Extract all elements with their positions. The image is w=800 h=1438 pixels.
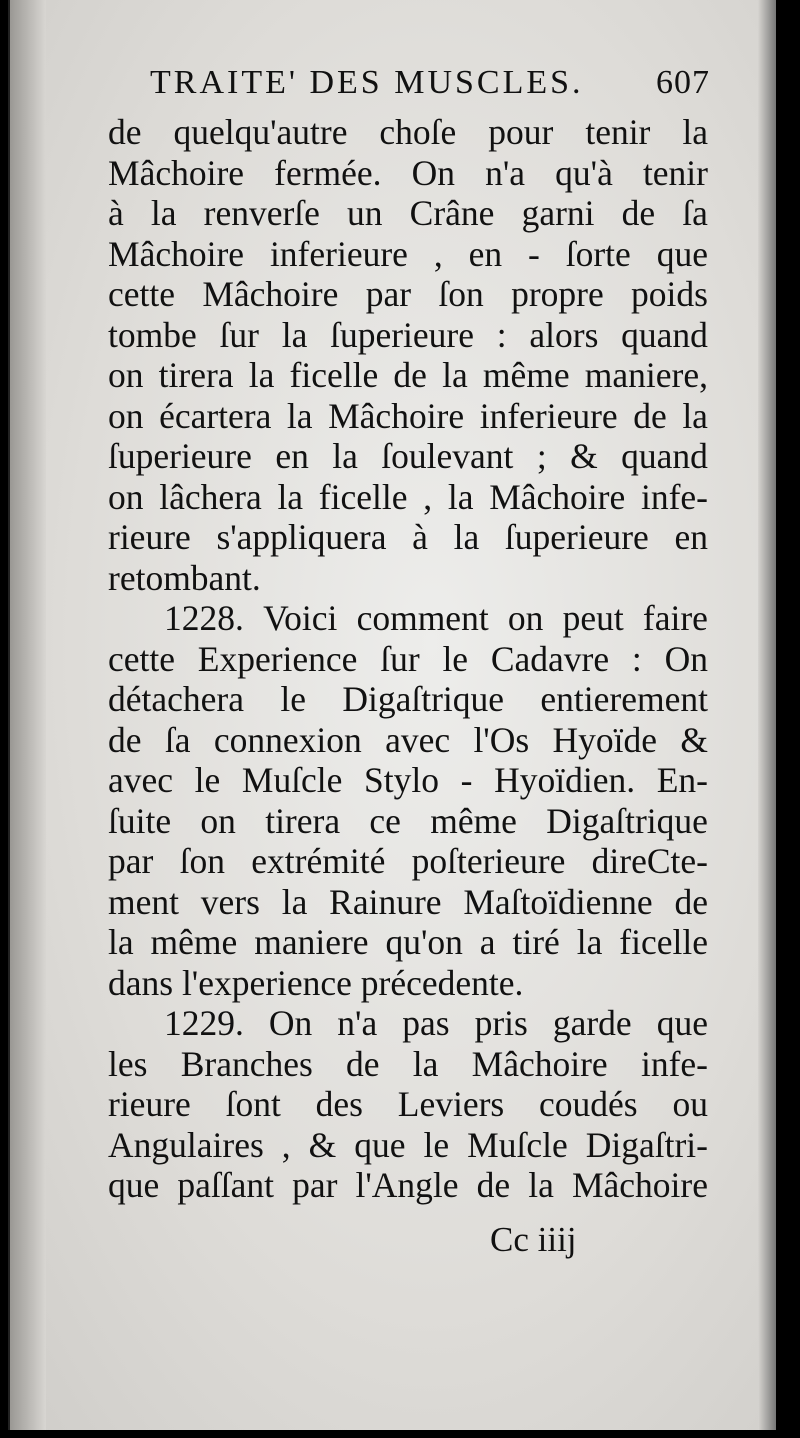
word: la xyxy=(108,922,134,962)
text-line xyxy=(108,801,708,842)
word: de xyxy=(108,112,142,152)
word: Muſcle xyxy=(467,1124,568,1165)
word: vers xyxy=(200,881,260,922)
word: pris xyxy=(474,1003,528,1043)
word: cette xyxy=(108,638,175,679)
word: ſon xyxy=(438,274,484,314)
word: la xyxy=(528,1165,554,1205)
page-number: 607 xyxy=(656,64,710,101)
word: des xyxy=(315,1084,363,1124)
word: ſuperieure xyxy=(504,517,649,557)
text-line xyxy=(108,882,708,923)
word: la xyxy=(453,517,480,557)
word: peut xyxy=(562,598,624,638)
text-line xyxy=(108,193,708,234)
word: 1228. xyxy=(164,598,244,638)
catchword: Cc iiij xyxy=(490,1220,577,1259)
word: Digaſtrique xyxy=(546,800,708,841)
word: ſuperieure xyxy=(108,436,252,476)
word: l'Angle xyxy=(355,1165,459,1205)
word: poids xyxy=(631,274,708,314)
word: le xyxy=(280,679,306,719)
word: la xyxy=(281,314,308,355)
text-line xyxy=(108,477,708,518)
word: maniere xyxy=(254,922,369,962)
page-gutter-shadow xyxy=(10,0,46,1430)
word: On xyxy=(411,152,456,193)
word: garde xyxy=(552,1003,632,1043)
word: en xyxy=(674,517,708,557)
word: , xyxy=(281,1124,291,1165)
word: que xyxy=(108,1165,160,1205)
word: que xyxy=(656,233,708,274)
word: Mâchoire xyxy=(489,476,626,517)
word: avec xyxy=(385,719,451,760)
word: tenir xyxy=(642,152,708,193)
word: ſa xyxy=(164,719,191,760)
word: paſſant xyxy=(177,1165,274,1205)
word: ſuperieure xyxy=(330,314,474,355)
word: tiré xyxy=(512,922,560,962)
text-line xyxy=(108,1003,708,1044)
word: ſont xyxy=(225,1084,281,1124)
word: la xyxy=(150,193,177,233)
text-line xyxy=(108,720,708,761)
word: la xyxy=(576,922,603,962)
word: infe- xyxy=(640,1043,708,1084)
word: l'Os xyxy=(473,719,530,760)
word: connexion xyxy=(213,719,362,760)
text-line xyxy=(108,598,708,639)
text-line xyxy=(108,112,708,153)
word: n'a xyxy=(485,152,526,193)
text-line xyxy=(108,355,708,396)
word: par xyxy=(365,274,412,314)
word: que xyxy=(354,1124,406,1165)
text-line: retombant. xyxy=(108,557,261,598)
word: quelqu'autre xyxy=(173,112,348,152)
word: détachera xyxy=(108,679,244,719)
word: le xyxy=(423,1124,450,1165)
word: que xyxy=(656,1003,708,1043)
word: rieure xyxy=(108,1084,191,1124)
word: lâchera xyxy=(159,476,262,517)
word: ſon xyxy=(179,841,225,881)
word: Hyoïdien. xyxy=(494,760,636,800)
word: En- xyxy=(656,760,708,800)
word: 1229. xyxy=(164,1003,244,1043)
word: inferieure xyxy=(479,395,618,436)
text-line xyxy=(108,639,708,680)
word: entierement xyxy=(540,679,708,719)
word: ſur xyxy=(219,314,259,355)
word: on xyxy=(108,355,144,395)
word: même xyxy=(430,800,517,841)
word: ; xyxy=(536,436,547,476)
word: Muſcle xyxy=(241,760,343,800)
word: les xyxy=(108,1043,148,1084)
word: ce xyxy=(369,800,401,841)
word: ſoulevant xyxy=(381,436,514,476)
word: de xyxy=(346,1043,380,1084)
word: On xyxy=(664,638,708,679)
text-line xyxy=(108,396,708,437)
word: fermée. xyxy=(274,152,382,193)
word: - xyxy=(528,233,540,274)
word: maniere, xyxy=(584,355,708,395)
word: le xyxy=(194,760,221,800)
word: on xyxy=(108,395,144,436)
word: & xyxy=(308,1124,337,1165)
word: infe- xyxy=(640,476,708,517)
word: renverſe xyxy=(203,193,320,233)
word: direCte- xyxy=(591,841,708,881)
text-line xyxy=(108,234,708,275)
word: en xyxy=(275,436,309,476)
word: Cadavre xyxy=(490,638,610,679)
word: garni xyxy=(521,193,595,233)
text-line: dans l'experience précedente. xyxy=(108,962,524,1003)
text-line xyxy=(108,517,708,558)
word: alors xyxy=(529,314,599,355)
word: Experience xyxy=(197,638,358,679)
word: : xyxy=(496,314,507,355)
word: la xyxy=(447,476,474,517)
word: Digaſtrique xyxy=(342,679,505,719)
word: Crâne xyxy=(409,193,495,233)
text-line xyxy=(108,1044,708,1085)
word: Rainure xyxy=(329,881,442,922)
word: coudés xyxy=(539,1084,638,1124)
word: Maſtoïdienne xyxy=(463,881,653,922)
running-title: TRAITE' DES MUSCLES. xyxy=(150,64,584,101)
word: écartera xyxy=(159,395,272,436)
word: tirera xyxy=(158,355,234,395)
word: ment xyxy=(108,881,179,922)
word: ficelle xyxy=(619,922,708,962)
word: ſorte xyxy=(565,233,631,274)
word: Stylo xyxy=(364,760,440,800)
page-edge-shadow xyxy=(758,0,776,1430)
word: de xyxy=(393,355,427,395)
word: par xyxy=(292,1165,338,1205)
text-line xyxy=(108,922,708,963)
word: : xyxy=(631,638,642,679)
word: de xyxy=(674,881,708,922)
word: n'a xyxy=(337,1003,378,1043)
text-line xyxy=(108,760,708,801)
word: la xyxy=(682,395,708,436)
word: la xyxy=(277,476,304,517)
word: on xyxy=(108,476,144,517)
word: de xyxy=(633,395,667,436)
word: quand xyxy=(621,436,708,476)
word: ou xyxy=(672,1084,708,1124)
word: on xyxy=(200,800,236,841)
word: à xyxy=(108,193,124,233)
word: - xyxy=(460,760,473,800)
text-line xyxy=(108,315,708,356)
word: tirera xyxy=(265,800,341,841)
word: la xyxy=(442,355,468,395)
word: la xyxy=(682,112,708,152)
word: de xyxy=(108,719,142,760)
word: la xyxy=(281,881,308,922)
text-line xyxy=(108,274,708,315)
word: avec xyxy=(108,760,174,800)
word: un xyxy=(347,193,383,233)
word: Mâchoire xyxy=(328,395,465,436)
word: faire xyxy=(642,598,708,638)
word: Mâchoire xyxy=(108,152,245,193)
text-line xyxy=(108,436,708,477)
word: , xyxy=(423,476,433,517)
word: en xyxy=(468,233,503,274)
text-line xyxy=(108,679,708,720)
word: même xyxy=(150,922,238,962)
word: quand xyxy=(621,314,708,355)
word: pour xyxy=(488,112,554,152)
word: inferieure xyxy=(269,233,408,274)
word: a xyxy=(479,922,496,962)
word: qu'on xyxy=(385,922,463,962)
text-line xyxy=(108,1125,708,1166)
word: ſuite xyxy=(108,800,172,841)
word: poſterieure xyxy=(411,841,566,881)
word: Digaſtri- xyxy=(585,1124,708,1165)
word: On xyxy=(268,1003,313,1043)
word: la xyxy=(248,355,275,395)
word: cette xyxy=(108,274,175,314)
word: comment xyxy=(356,598,489,638)
word: tombe xyxy=(108,314,197,355)
word: de xyxy=(476,1165,511,1205)
word: choſe xyxy=(379,112,457,152)
word: la xyxy=(332,436,358,476)
text-line xyxy=(108,1084,708,1125)
word: ficelle xyxy=(318,476,408,517)
running-header xyxy=(150,64,710,102)
word: ſa xyxy=(682,193,708,233)
word: qu'à xyxy=(555,152,613,193)
word: & xyxy=(570,436,598,476)
word: Mâchoire xyxy=(202,274,339,314)
word: & xyxy=(680,719,708,760)
word: la xyxy=(412,1043,439,1084)
word: même xyxy=(482,355,570,395)
word: propre xyxy=(511,274,604,314)
word: Hyoïde xyxy=(552,719,658,760)
word: ficelle xyxy=(289,355,379,395)
word: à xyxy=(412,517,428,557)
word: s'appliquera xyxy=(216,517,387,557)
word: Mâchoire xyxy=(571,1165,708,1205)
word: Branches xyxy=(180,1043,313,1084)
word: de xyxy=(621,193,656,233)
word: extrémité xyxy=(251,841,386,881)
page-body-text xyxy=(108,112,708,1206)
word: rieure xyxy=(108,517,191,557)
word: Voici xyxy=(263,598,338,638)
word: pas xyxy=(402,1003,450,1043)
word: Leviers xyxy=(397,1084,505,1124)
text-line xyxy=(108,153,708,194)
word: tenir xyxy=(585,112,651,152)
word: Angulaires xyxy=(108,1124,264,1165)
book-page xyxy=(8,0,776,1430)
word: par xyxy=(108,841,154,881)
word: la xyxy=(286,395,313,436)
word: ſur xyxy=(380,638,420,679)
word: Mâchoire xyxy=(108,233,245,274)
word: Mâchoire xyxy=(471,1043,608,1084)
text-line xyxy=(108,841,708,882)
word: le xyxy=(442,638,469,679)
word: , xyxy=(433,233,443,274)
word: on xyxy=(507,598,544,638)
text-line xyxy=(108,1165,708,1206)
